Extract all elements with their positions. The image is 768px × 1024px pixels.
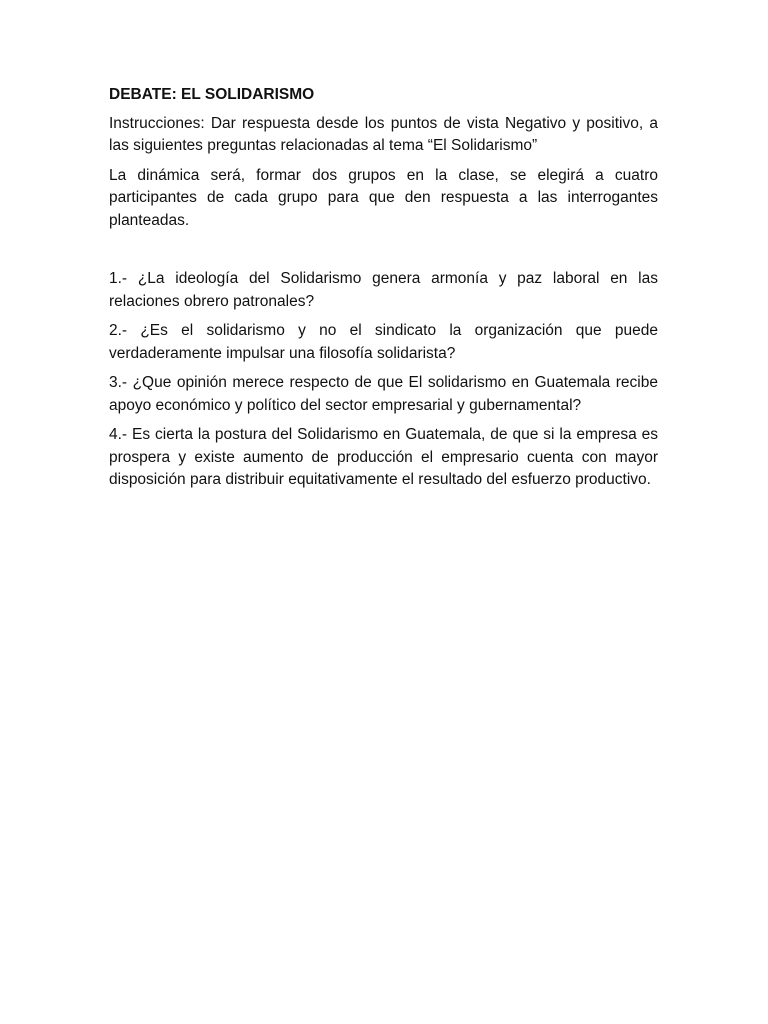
document-title: DEBATE: EL SOLIDARISMO xyxy=(109,86,315,103)
document-body xyxy=(109,84,658,499)
question-3: 3.- ¿Que opinión merece respecto de que El solidarismo en Guatemala recibe apoyo económico y político del sector empresarial y gubernamental? xyxy=(109,374,658,414)
paragraph-spacer xyxy=(109,239,658,268)
instructions-paragraph: Instrucciones: Dar respuesta desde los puntos de vista Negativo y positivo, a las siguientes preguntas relacionadas al tema “El Solidarismo” xyxy=(109,114,658,154)
question-1: 1.- ¿La ideología del Solidarismo genera armonía y paz laboral en las relaciones obrero patronales? xyxy=(109,270,658,310)
question-2: 2.- ¿Es el solidarismo y no el sindicato la organización que puede verdaderamente impulsar una filosofía solidarista? xyxy=(109,322,658,362)
question-4: 4.- Es cierta la postura del Solidarismo en Guatemala, de que si la empresa es prospera y existe aumento de producción el empresario cuenta con mayor disposición para distribuir equitativamente el resultado del esfuerzo productivo. xyxy=(109,426,658,488)
dynamics-paragraph: La dinámica será, formar dos grupos en la clase, se elegirá a cuatro participantes de cada grupo para que den respuesta a las interrogantes planteadas. xyxy=(109,166,658,229)
